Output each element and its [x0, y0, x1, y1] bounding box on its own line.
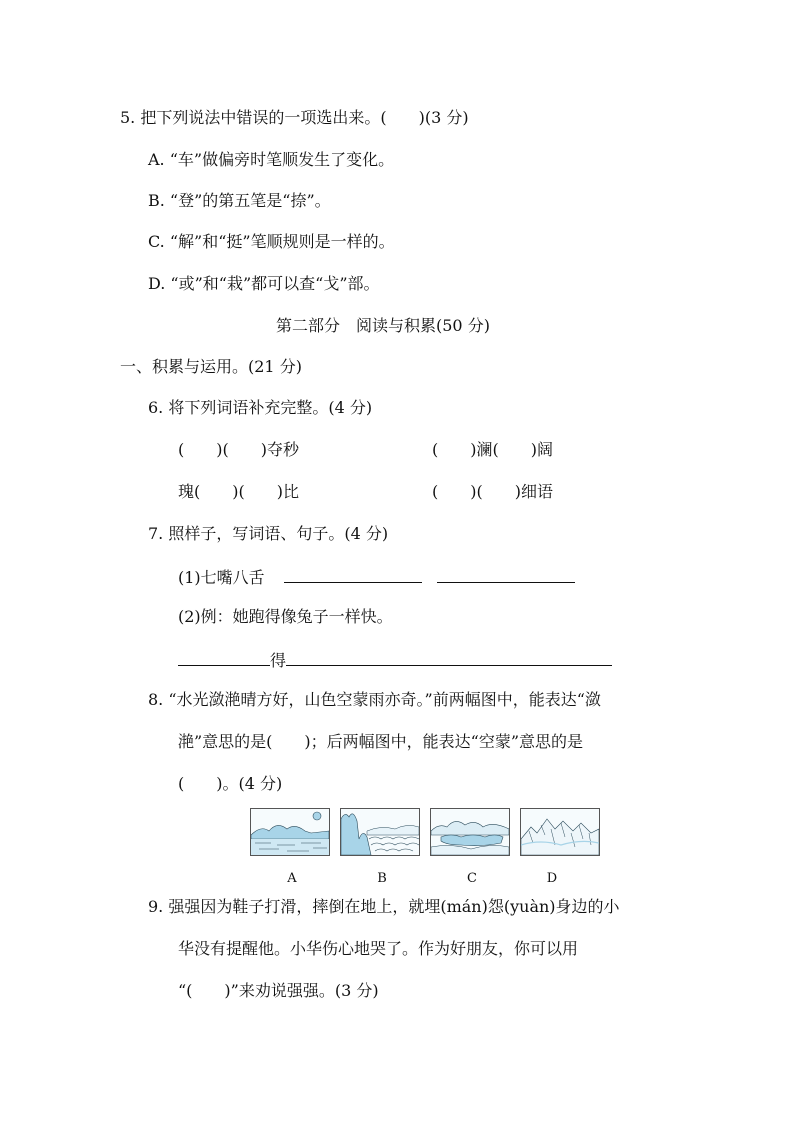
- q5-option-c: C. “解”和“挺”笔顺规则是一样的。: [148, 232, 395, 251]
- q9-line-2: 华没有提醒他。小华伤心地哭了。作为好朋友，你可以用: [178, 939, 579, 958]
- q6-item-1: ( )( )夺秒: [178, 440, 299, 459]
- q8-picture-b[interactable]: [340, 808, 420, 856]
- section1-title: 一、积累与运用。(21 分): [120, 357, 302, 376]
- q7-sentence-line: [178, 649, 612, 671]
- q5-option-b: B. “登”的第五笔是“捺”。: [148, 191, 331, 210]
- q8-picture-c[interactable]: [430, 808, 510, 856]
- q7-sentence-blank-1[interactable]: [178, 649, 270, 666]
- q7-answer-blank-2[interactable]: [437, 566, 575, 583]
- q7-stem: 7. 照样子，写词语、句子。(4 分): [148, 524, 389, 543]
- q7-de-char: 得: [270, 651, 287, 670]
- q6-item-3: 瑰( )( )比: [178, 482, 299, 501]
- q8-label-b: B: [377, 871, 387, 886]
- part2-title: 第二部分 阅读与积累(50 分): [276, 316, 490, 335]
- q8-picture-a[interactable]: [250, 808, 330, 856]
- q5-option-d: D. “或”和“栽”都可以查“戈”部。: [148, 274, 380, 293]
- q5-stem: 5. 把下列说法中错误的一项选出来。( )(3 分): [120, 108, 469, 127]
- q9-line-1: 9. 强强因为鞋子打滑，摔倒在地上，就埋(mán)怨(yuàn)身边的小: [148, 897, 620, 916]
- q7-sub1: [178, 566, 575, 588]
- q7-sentence-blank-2[interactable]: [286, 649, 612, 666]
- q6-item-2: ( )澜( )阔: [432, 440, 553, 459]
- q8-picture-d[interactable]: [520, 808, 600, 856]
- q8-label-d: D: [546, 871, 558, 886]
- q6-item-4: ( )( )细语: [432, 482, 553, 501]
- q8-label-c: C: [467, 871, 477, 886]
- q7-sub1-text: (1)七嘴八舌: [178, 568, 265, 587]
- q8-line-1: 8. “水光潋滟晴方好，山色空蒙雨亦奇。”前两幅图中，能表达“潋: [148, 690, 601, 709]
- q7-answer-blank-1[interactable]: [284, 566, 422, 583]
- q5-option-a: A. “车”做偏旁时笔顺发生了变化。: [148, 150, 395, 169]
- q8-label-a: A: [287, 871, 297, 886]
- q6-stem: 6. 将下列词语补充完整。(4 分): [148, 398, 373, 417]
- q8-line-2: 滟”意思的是( )；后两幅图中，能表达“空蒙”意思的是: [178, 732, 584, 751]
- q7-sub2: (2)例：她跑得像兔子一样快。: [178, 607, 393, 626]
- q8-line-3: ( )。(4 分): [178, 774, 283, 793]
- q9-line-3: “( )”来劝说强强。(3 分): [178, 981, 379, 1000]
